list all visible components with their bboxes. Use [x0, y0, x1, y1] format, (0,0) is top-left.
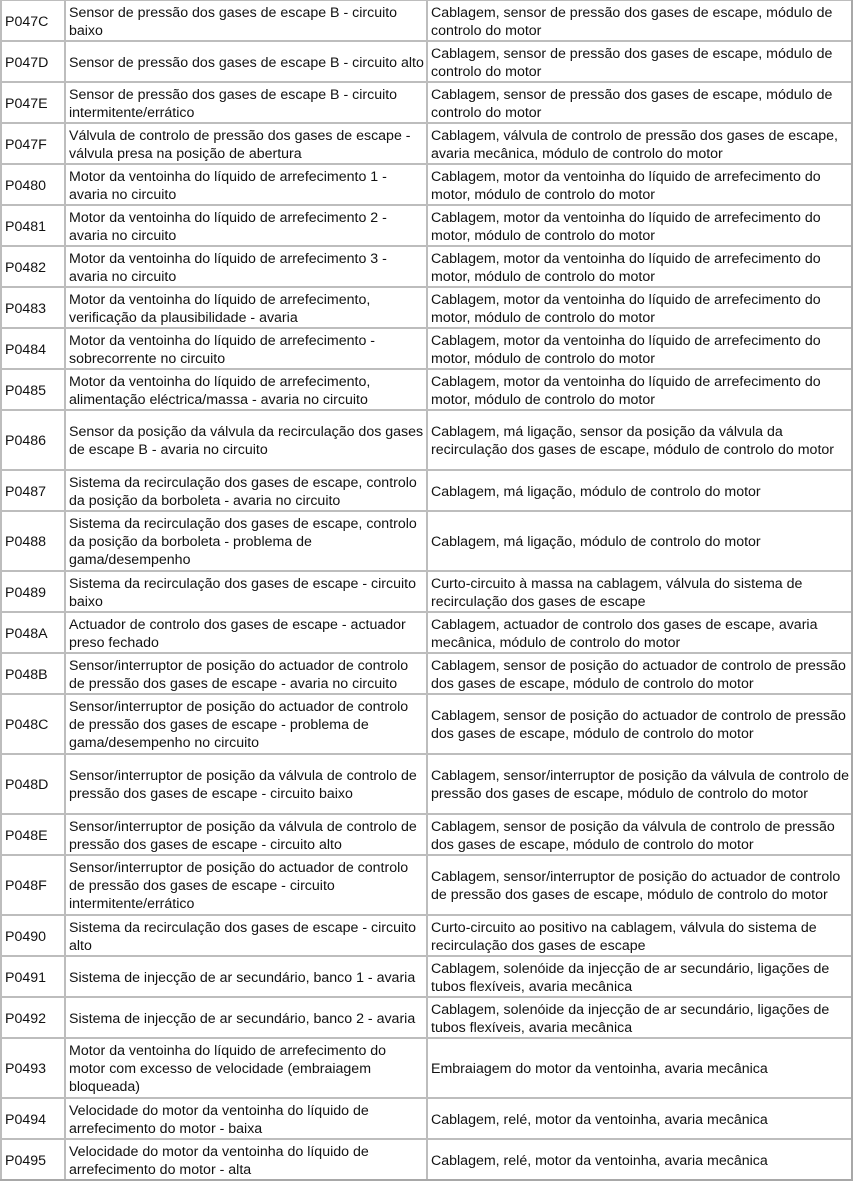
- possible-causes-cell: Embraiagem do motor da ventoinha, avaria mecânica: [426, 1037, 851, 1097]
- possible-causes-cell: Cablagem, motor da ventoinha do líquido de arrefecimento do motor, módulo de controlo do motor: [426, 327, 851, 368]
- table-row: [0, 510, 851, 570]
- fault-code-cell: P0494: [0, 1097, 64, 1138]
- fault-description-cell: Motor da ventoinha do líquido de arrefecimento, alimentação eléctrica/massa - avaria no circuito: [64, 368, 426, 409]
- fault-code-cell: P0485: [0, 368, 64, 409]
- table-row: [0, 368, 851, 409]
- possible-causes-cell: Cablagem, sensor de pressão dos gases de escape, módulo de controlo do motor: [426, 40, 851, 81]
- fault-description-cell: Sistema de injecção de ar secundário, banco 2 - avaria: [64, 996, 426, 1037]
- fault-description-cell: Sistema da recirculação dos gases de escape, controlo da posição da borboleta - avaria no circuito: [64, 469, 426, 510]
- fault-description-cell: Sensor de pressão dos gases de escape B - circuito intermitente/errático: [64, 81, 426, 122]
- possible-causes-cell: Cablagem, motor da ventoinha do líquido de arrefecimento do motor, módulo de controlo do motor: [426, 204, 851, 245]
- table-row: [0, 409, 851, 469]
- table-row: [0, 1097, 851, 1138]
- fault-description-cell: Sensor/interruptor de posição do actuador de controlo de pressão dos gases de escape - circuito intermitente/errático: [64, 854, 426, 914]
- table-row: [0, 469, 851, 510]
- fault-code-cell: P047E: [0, 81, 64, 122]
- possible-causes-cell: Cablagem, relé, motor da ventoinha, avaria mecânica: [426, 1097, 851, 1138]
- table-row: [0, 693, 851, 753]
- fault-description-cell: Sensor de pressão dos gases de escape B - circuito alto: [64, 40, 426, 81]
- fault-description-cell: Sistema da recirculação dos gases de escape - circuito alto: [64, 914, 426, 955]
- possible-causes-cell: Cablagem, motor da ventoinha do líquido de arrefecimento do motor, módulo de controlo do motor: [426, 163, 851, 204]
- fault-code-cell: P0481: [0, 204, 64, 245]
- possible-causes-cell: Cablagem, motor da ventoinha do líquido de arrefecimento do motor, módulo de controlo do motor: [426, 286, 851, 327]
- fault-description-cell: Sensor/interruptor de posição da válvula de controlo de pressão dos gases de escape - circuito alto: [64, 813, 426, 854]
- possible-causes-cell: Cablagem, sensor de posição do actuador de controlo de pressão dos gases de escape, módulo de controlo do motor: [426, 652, 851, 693]
- possible-causes-cell: Cablagem, motor da ventoinha do líquido de arrefecimento do motor, módulo de controlo do motor: [426, 245, 851, 286]
- fault-description-cell: Sistema da recirculação dos gases de escape - circuito baixo: [64, 570, 426, 611]
- fault-description-cell: Motor da ventoinha do líquido de arrefecimento 1 - avaria no circuito: [64, 163, 426, 204]
- fault-code-cell: P0484: [0, 327, 64, 368]
- table-row: [0, 611, 851, 652]
- fault-description-cell: Sensor/interruptor de posição do actuador de controlo de pressão dos gases de escape - problema de gama/desempenho no circuito: [64, 693, 426, 753]
- fault-code-cell: P048A: [0, 611, 64, 652]
- fault-description-cell: Motor da ventoinha do líquido de arrefecimento 3 - avaria no circuito: [64, 245, 426, 286]
- fault-description-cell: Motor da ventoinha do líquido de arrefecimento - sobrecorrente no circuito: [64, 327, 426, 368]
- fault-code-cell: P048E: [0, 813, 64, 854]
- table-row: [0, 245, 851, 286]
- fault-code-cell: P0487: [0, 469, 64, 510]
- table-row: [0, 163, 851, 204]
- fault-code-cell: P0495: [0, 1138, 64, 1179]
- possible-causes-cell: Cablagem, má ligação, sensor da posição da válvula da recirculação dos gases de escape, módulo de controlo do motor: [426, 409, 851, 469]
- possible-causes-cell: Cablagem, má ligação, módulo de controlo do motor: [426, 469, 851, 510]
- table-row: [0, 753, 851, 813]
- fault-code-cell: P0480: [0, 163, 64, 204]
- possible-causes-cell: Cablagem, sensor/interruptor de posição da válvula de controlo de pressão dos gases de escape, módulo de controlo do motor: [426, 753, 851, 813]
- fault-code-cell: P0490: [0, 914, 64, 955]
- table-row: [0, 0, 851, 40]
- possible-causes-cell: Cablagem, actuador de controlo dos gases de escape, avaria mecânica, módulo de controlo do motor: [426, 611, 851, 652]
- fault-description-cell: Motor da ventoinha do líquido de arrefecimento 2 - avaria no circuito: [64, 204, 426, 245]
- fault-code-cell: P0489: [0, 570, 64, 611]
- fault-description-cell: Actuador de controlo dos gases de escape - actuador preso fechado: [64, 611, 426, 652]
- fault-description-cell: Sensor/interruptor de posição do actuador de controlo de pressão dos gases de escape - avaria no circuito: [64, 652, 426, 693]
- fault-code-cell: P0483: [0, 286, 64, 327]
- fault-description-cell: Velocidade do motor da ventoinha do líquido de arrefecimento do motor - baixa: [64, 1097, 426, 1138]
- fault-description-cell: Sensor da posição da válvula da recirculação dos gases de escape B - avaria no circuito: [64, 409, 426, 469]
- fault-code-cell: P048B: [0, 652, 64, 693]
- table-row: [0, 81, 851, 122]
- fault-description-cell: Sistema da recirculação dos gases de escape, controlo da posição da borboleta - problema de gama/desempenho: [64, 510, 426, 570]
- possible-causes-cell: Cablagem, relé, motor da ventoinha, avaria mecânica: [426, 1138, 851, 1179]
- possible-causes-cell: Curto-circuito à massa na cablagem, válvula do sistema de recirculação dos gases de escape: [426, 570, 851, 611]
- fault-description-cell: Sensor/interruptor de posição da válvula de controlo de pressão dos gases de escape - circuito baixo: [64, 753, 426, 813]
- fault-code-cell: P048F: [0, 854, 64, 914]
- possible-causes-cell: Cablagem, sensor de posição da válvula de controlo de pressão dos gases de escape, módulo de controlo do motor: [426, 813, 851, 854]
- fault-code-cell: P0482: [0, 245, 64, 286]
- possible-causes-cell: Cablagem, má ligação, módulo de controlo do motor: [426, 510, 851, 570]
- table-row: [0, 1138, 851, 1179]
- table-row: [0, 122, 851, 163]
- table-row: [0, 652, 851, 693]
- table-row: [0, 327, 851, 368]
- possible-causes-cell: Cablagem, sensor de pressão dos gases de escape, módulo de controlo do motor: [426, 0, 851, 40]
- possible-causes-cell: Cablagem, motor da ventoinha do líquido de arrefecimento do motor, módulo de controlo do motor: [426, 368, 851, 409]
- table-row: [0, 570, 851, 611]
- fault-description-cell: Motor da ventoinha do líquido de arrefecimento, verificação da plausibilidade - avaria: [64, 286, 426, 327]
- fault-code-cell: P0492: [0, 996, 64, 1037]
- fault-code-cell: P048C: [0, 693, 64, 753]
- possible-causes-cell: Cablagem, sensor de posição do actuador de controlo de pressão dos gases de escape, módulo de controlo do motor: [426, 693, 851, 753]
- fault-description-cell: Sensor de pressão dos gases de escape B - circuito baixo: [64, 0, 426, 40]
- fault-code-cell: P047F: [0, 122, 64, 163]
- possible-causes-cell: Curto-circuito ao positivo na cablagem, válvula do sistema de recirculação dos gases de escape: [426, 914, 851, 955]
- table-row: [0, 854, 851, 914]
- possible-causes-cell: Cablagem, solenóide da injecção de ar secundário, ligações de tubos flexíveis, avaria mecânica: [426, 996, 851, 1037]
- table-row: [0, 204, 851, 245]
- fault-code-cell: P047C: [0, 0, 64, 40]
- table-row: [0, 286, 851, 327]
- fault-code-cell: P0491: [0, 955, 64, 996]
- table-row: [0, 813, 851, 854]
- fault-code-cell: P0486: [0, 409, 64, 469]
- table-row: [0, 914, 851, 955]
- fault-code-cell: P0493: [0, 1037, 64, 1097]
- possible-causes-cell: Cablagem, sensor/interruptor de posição do actuador de controlo de pressão dos gases de escape, módulo de controlo do motor: [426, 854, 851, 914]
- possible-causes-cell: Cablagem, sensor de pressão dos gases de escape, módulo de controlo do motor: [426, 81, 851, 122]
- fault-description-cell: Válvula de controlo de pressão dos gases de escape - válvula presa na posição de abertura: [64, 122, 426, 163]
- fault-code-cell: P047D: [0, 40, 64, 81]
- fault-code-cell: P048D: [0, 753, 64, 813]
- fault-code-cell: P0488: [0, 510, 64, 570]
- fault-description-cell: Motor da ventoinha do líquido de arrefecimento do motor com excesso de velocidade (embraiagem bloqueada): [64, 1037, 426, 1097]
- possible-causes-cell: Cablagem, solenóide da injecção de ar secundário, ligações de tubos flexíveis, avaria mecânica: [426, 955, 851, 996]
- fault-description-cell: Velocidade do motor da ventoinha do líquido de arrefecimento do motor - alta: [64, 1138, 426, 1179]
- table-row: [0, 955, 851, 996]
- table-row: [0, 40, 851, 81]
- table-row: [0, 996, 851, 1037]
- table-row: [0, 1037, 851, 1097]
- possible-causes-cell: Cablagem, válvula de controlo de pressão dos gases de escape, avaria mecânica, módulo de controlo do motor: [426, 122, 851, 163]
- fault-description-cell: Sistema de injecção de ar secundário, banco 1 - avaria: [64, 955, 426, 996]
